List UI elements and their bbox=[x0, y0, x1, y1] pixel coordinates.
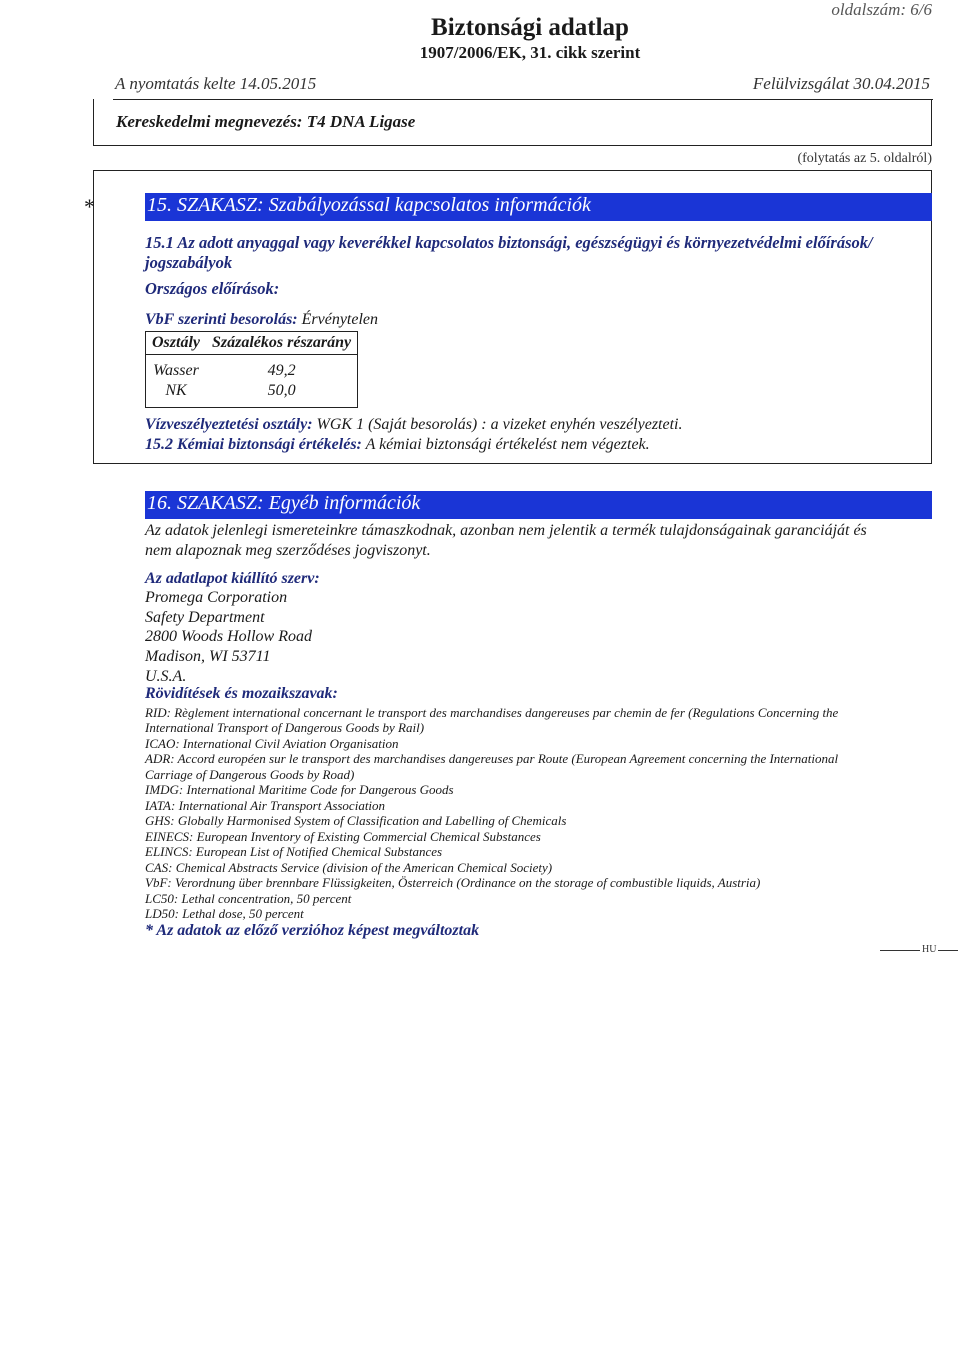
document-subtitle: 1907/2006/EK, 31. cikk szerint bbox=[419, 43, 641, 62]
disclaimer-line1: Az adatok jelenlegi ismereteinkre támaszkodnak, azonban nem jelentik a termék tulajdonságainak garanciáját és bbox=[145, 522, 867, 539]
national-regulations-label: Országos előírások: bbox=[145, 279, 280, 298]
water-hazard-class bbox=[145, 416, 682, 434]
abbreviation-line: LD50: Lethal dose, 50 percent bbox=[145, 906, 304, 921]
issuer-line: Madison, WI 53711 bbox=[145, 648, 271, 665]
language-code: HU bbox=[922, 944, 937, 955]
chem-value: A kémiai biztonsági értékelést nem végeztek. bbox=[365, 436, 650, 453]
footer-rule bbox=[938, 950, 958, 951]
continued-note: (folytatás az 5. oldalról) bbox=[797, 151, 932, 166]
issuer-line: Promega Corporation bbox=[145, 589, 288, 606]
classification-table bbox=[145, 331, 358, 408]
abbreviation-line: Carriage of Dangerous Goods by Road) bbox=[145, 767, 355, 782]
abbreviation-line: LC50: Lethal concentration, 50 percent bbox=[145, 891, 352, 906]
chem-label: 15.2 Kémiai biztonsági értékelés: bbox=[145, 436, 362, 453]
section-15-title: 15. SZAKASZ: Szabályozással kapcsolatos információk bbox=[147, 194, 591, 216]
abbreviation-line: ADR: Accord européen sur le transport des marchandises dangereuses par Route (European Agreement concerning the International bbox=[145, 751, 839, 766]
abbreviation-line: RID: Règlement international concernant le transport des marchandises dangereuses par chemin de fer (Regulations Concerning the bbox=[145, 705, 839, 720]
abbreviation-line: GHS: Globally Harmonised System of Classification and Labelling of Chemicals bbox=[145, 813, 567, 828]
table-header-row bbox=[146, 332, 358, 355]
print-date: A nyomtatás kelte 14.05.2015 bbox=[115, 74, 317, 93]
table-row bbox=[146, 381, 358, 408]
changed-note: * Az adatok az előző verzióhoz képest megváltoztak bbox=[145, 922, 480, 939]
table-cell-percent: 50,0 bbox=[267, 382, 296, 399]
vbf-value: Érvénytelen bbox=[301, 311, 379, 328]
section-16-title: 16. SZAKASZ: Egyéb információk bbox=[147, 492, 421, 514]
abbreviation-line: VbF: Verordnung über brennbare Flüssigkeiten, Österreich (Ordinance on the storage of combustible liquids, Austria) bbox=[145, 875, 761, 890]
revision-date: Felülvizsgálat 30.04.2015 bbox=[752, 74, 930, 93]
vbf-label: VbF szerinti besorolás: bbox=[145, 311, 298, 328]
table-cell-class: NK bbox=[165, 382, 187, 399]
abbreviation-line: EINECS: European Inventory of Existing Commercial Chemical Substances bbox=[145, 829, 541, 844]
abbreviations-label: Rövidítések és mozaikszavak: bbox=[145, 685, 338, 702]
table-cell-class: Wasser bbox=[153, 362, 199, 379]
issuer-line: Safety Department bbox=[145, 609, 265, 626]
document-title: Biztonsági adatlap bbox=[431, 14, 629, 41]
disclaimer-line2: nem alapoznak meg szerződéses jogviszonyt. bbox=[145, 542, 431, 559]
change-marker: * bbox=[84, 194, 95, 219]
wgk-value: WGK 1 (Saját besorolás) : a vizeket enyhén veszélyezteti. bbox=[316, 416, 683, 433]
abbreviation-line: IMDG: International Maritime Code for Dangerous Goods bbox=[145, 782, 454, 797]
page-number: oldalszám: 6/6 bbox=[831, 0, 932, 19]
table-header-class: Osztály bbox=[146, 332, 207, 355]
abbreviation-line: ICAO: International Civil Aviation Organisation bbox=[145, 736, 399, 751]
vbf-classification bbox=[145, 311, 378, 329]
subsection-15-1-line2: jogszabályok bbox=[145, 253, 233, 272]
subsection-15-1-line1: 15.1 Az adott anyaggal vagy keverékkel kapcsolatos biztonsági, egészségügyi és környezetvédelmi előírások/ bbox=[145, 233, 873, 252]
chemical-safety-assessment bbox=[145, 436, 650, 454]
abbreviation-line: ELINCS: European List of Notified Chemical Substances bbox=[145, 844, 443, 859]
trade-name: Kereskedelmi megnevezés: T4 DNA Ligase bbox=[116, 112, 416, 131]
abbreviation-line: CAS: Chemical Abstracts Service (division of the American Chemical Society) bbox=[145, 860, 553, 875]
issuer-line: U.S.A. bbox=[145, 668, 187, 685]
table-header-percent: Százalékos részarány bbox=[206, 332, 358, 355]
abbreviation-line: International Transport of Dangerous Goods by Rail) bbox=[145, 720, 425, 735]
abbreviation-line: IATA: International Air Transport Association bbox=[145, 798, 386, 813]
issuer-label: Az adatlapot kiállító szerv: bbox=[145, 570, 320, 587]
table-cell-percent: 49,2 bbox=[267, 362, 296, 379]
issuer-line: 2800 Woods Hollow Road bbox=[145, 628, 312, 645]
wgk-label: Vízveszélyeztetési osztály: bbox=[145, 416, 313, 433]
footer-rule bbox=[880, 950, 920, 951]
table-row bbox=[146, 355, 358, 382]
